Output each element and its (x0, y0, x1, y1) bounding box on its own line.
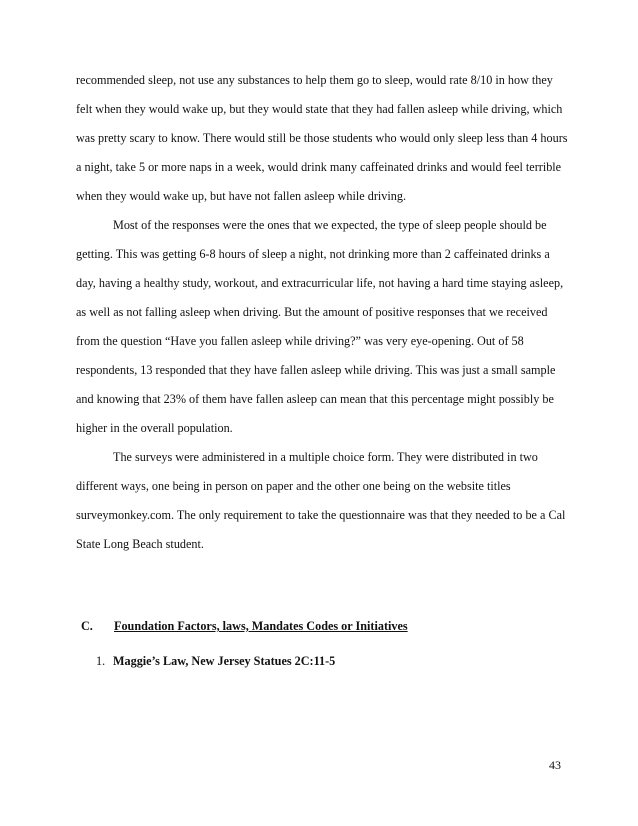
paragraph-surveys: The surveys were administered in a multiple choice form. They were distributed in two different ways, one being in person on paper and the other one being on the website titles surveymonkey.com. The only requirement to take the questionnaire was that they needed to be a Cal State Long Beach student. (76, 450, 566, 551)
section-heading (81, 619, 408, 634)
section-letter: C. (81, 619, 93, 633)
body-text (76, 66, 570, 559)
page-number: 43 (549, 758, 561, 772)
paragraph-responses: Most of the responses were the ones that we expected, the type of sleep people should be getting. This was getting 6-8 hours of sleep a night, not drinking more than 2 caffeinated drinks a day, having a healthy study, workout, and extracurricular life, not having a hard time staying asleep, as well as not falling asleep when driving. But the amount of positive responses that we received from the question “Have you fallen asleep while driving?” was very eye-opening. Out of 58 respondents, 13 responded that they have fallen asleep while driving. This was just a small sample and knowing that 23% of them have fallen asleep can mean that this percentage might possibly be higher in the overall population. (76, 218, 564, 435)
subsection-title: Maggie’s Law, New Jersey Statues 2C:11-5 (113, 654, 336, 668)
paragraph-continued: recommended sleep, not use any substances to help them go to sleep, would rate 8/10 in how they felt when they would wake up, but they would state that they had fallen asleep while driving, which was pretty scary to know. There would still be those students who would only sleep less than 4 hours a night, take 5 or more naps in a week, would drink many caffeinated drinks and would feel terrible when they would wake up, but have not fallen asleep while driving. (76, 73, 568, 203)
section-title: Foundation Factors, laws, Mandates Codes or Initiatives (114, 619, 408, 633)
subsection-number: 1. (96, 654, 106, 668)
subsection-heading (96, 654, 335, 669)
